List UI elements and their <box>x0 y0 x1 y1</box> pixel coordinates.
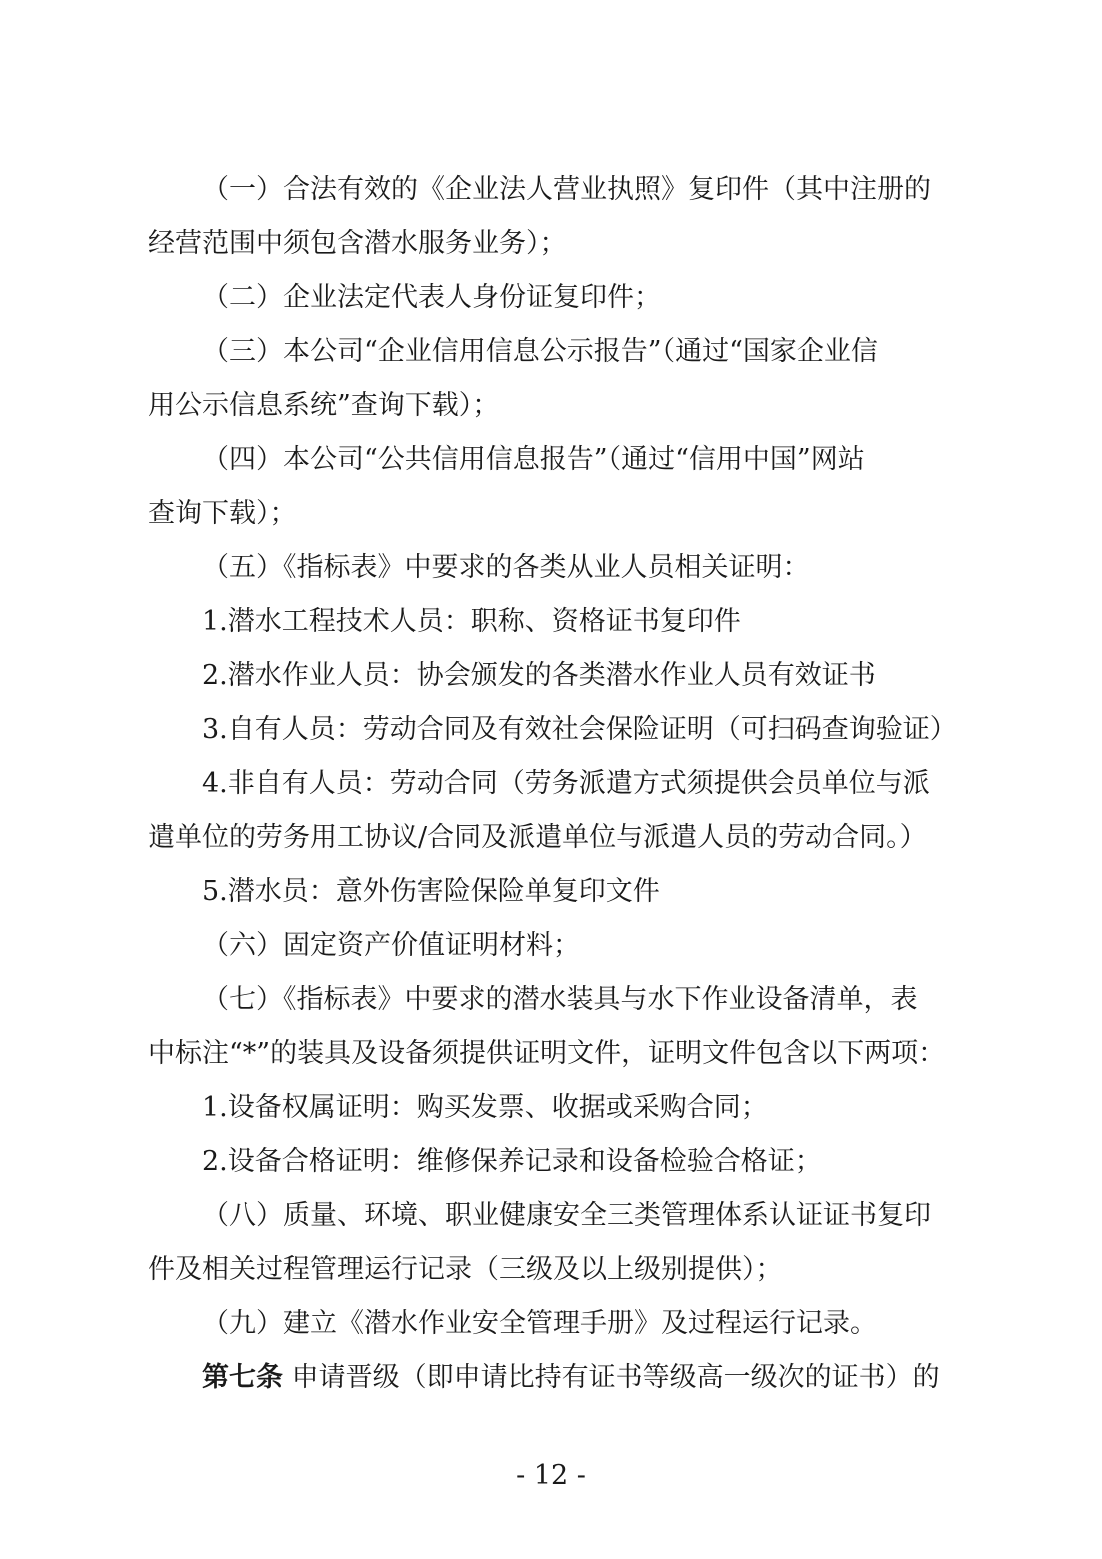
list-item: 4.非自有人员：劳动合同（劳务派遣方式须提供会员单位与派 <box>202 768 930 799</box>
paragraph-line: （三）本公司“企业信用信息公示报告”（通过“国家企业信 <box>202 336 878 367</box>
article-text: 申请晋级（即申请比持有证书等级高一级次的证书）的 <box>291 1362 940 1393</box>
paragraph-line: （九）建立《潜水作业安全管理手册》及过程运行记录。 <box>202 1308 877 1339</box>
paragraph-line: （二）企业法定代表人身份证复印件； <box>202 282 661 313</box>
paragraph-line: 用公示信息系统”查询下载）； <box>148 390 500 421</box>
paragraph-line: 中标注“*”的装具及设备须提供证明文件，证明文件包含以下两项： <box>148 1038 946 1069</box>
paragraph-line: （八）质量、环境、职业健康安全三类管理体系认证证书复印 <box>202 1200 931 1231</box>
paragraph-line: 遣单位的劳务用工协议/合同及派遣单位与派遣人员的劳动合同。） <box>148 822 927 853</box>
page-number: - 12 - <box>516 1460 586 1491</box>
paragraph-line: 经营范围中须包含潜水服务业务）； <box>148 228 567 259</box>
list-item: 1.设备权属证明：购买发票、收据或采购合同； <box>202 1092 768 1123</box>
article-line <box>202 1358 968 1398</box>
list-item: 3.自有人员：劳动合同及有效社会保险证明（可扫码查询验证） <box>202 714 957 745</box>
paragraph-line: （一）合法有效的《企业法人营业执照》复印件（其中注册的 <box>202 174 931 205</box>
paragraph-line: （六）固定资产价值证明材料； <box>202 930 580 961</box>
list-item: 2.潜水作业人员：协会颁发的各类潜水作业人员有效证书 <box>202 660 876 691</box>
paragraph-line: 查询下载）； <box>148 498 297 529</box>
list-item: 2.设备合格证明：维修保养记录和设备检验合格证； <box>202 1146 822 1177</box>
paragraph-line: （七）《指标表》中要求的潜水装具与水下作业设备清单，表 <box>202 984 918 1015</box>
list-item: 1.潜水工程技术人员：职称、资格证书复印件 <box>202 606 741 637</box>
article-heading: 第七条 <box>202 1362 283 1393</box>
list-item: 5.潜水员：意外伤害险保险单复印文件 <box>202 876 660 907</box>
paragraph-line: （四）本公司“公共信用信息报告”（通过“信用中国”网站 <box>202 444 865 475</box>
paragraph-line: 件及相关过程管理运行记录（三级及以上级别提供）； <box>148 1254 783 1285</box>
paragraph-line: （五）《指标表》中要求的各类从业人员相关证明： <box>202 552 810 583</box>
